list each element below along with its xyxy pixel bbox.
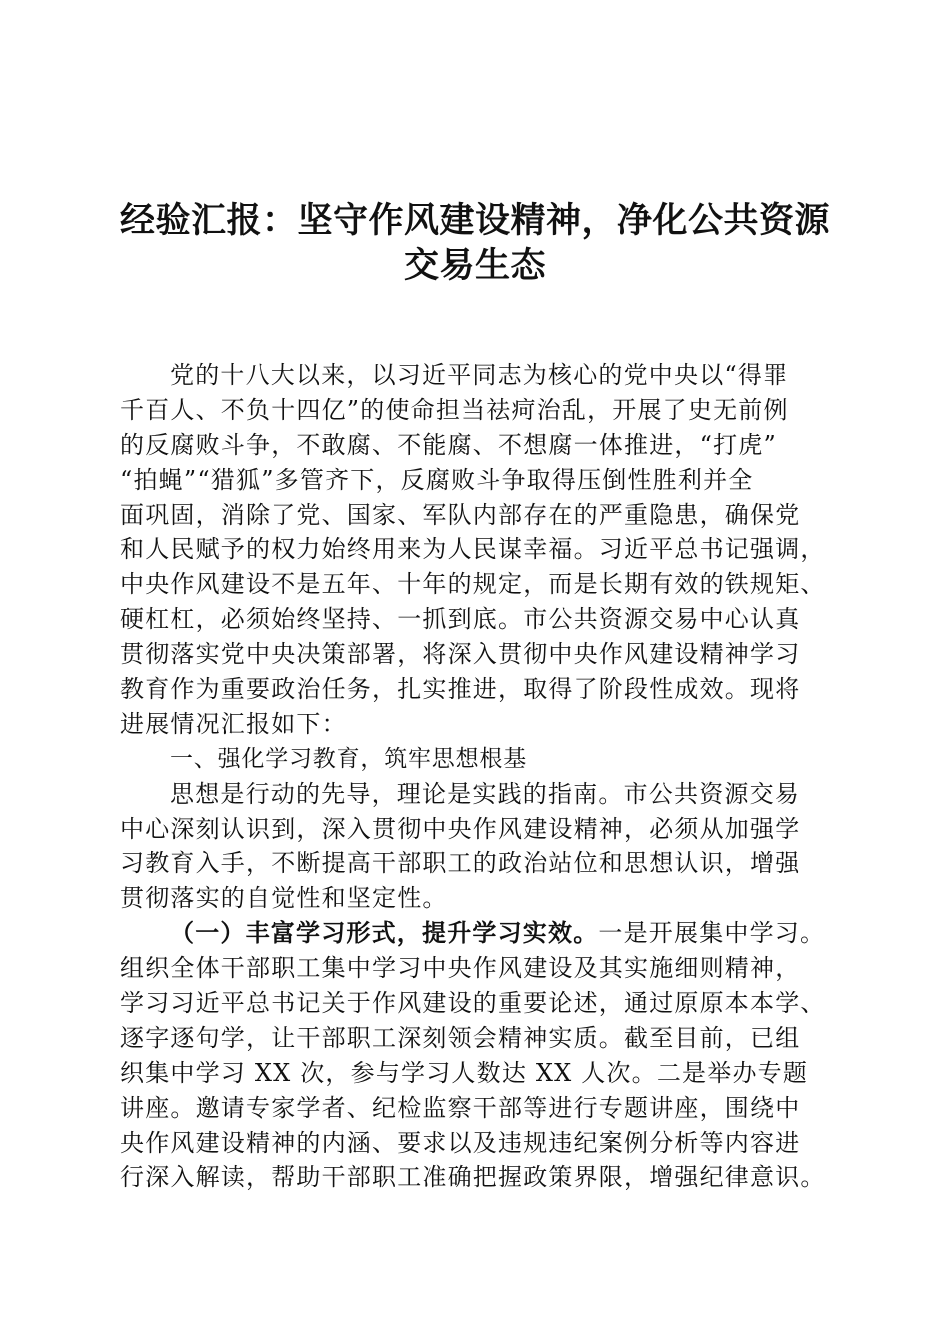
body-line: 习教育入手，不断提高干部职工的政治站位和思想认识，增强 — [120, 849, 801, 878]
section-heading: 一、强化学习教育，筑牢思想根基 — [170, 745, 527, 772]
subsection-first-line — [120, 916, 836, 951]
subsection-heading: （一）丰富学习形式，提升学习实效。 — [170, 918, 599, 948]
body-line: 党的十八大以来，以习近平同志为核心的党中央以“得罪 — [170, 361, 789, 389]
body-line: 行深入解读，帮助干部职工准确把握政策界限，增强纪律意识。 — [120, 1163, 826, 1192]
subsection-first-text: 一是开展集中学习。 — [598, 919, 826, 948]
body-line: 贯彻落实的自觉性和坚定性。 — [120, 884, 448, 913]
document-body — [120, 358, 836, 1195]
body-line: 央作风建设精神的内涵、要求以及违规违纪案例分析等内容进 — [120, 1128, 801, 1157]
body-line: 逐字逐句学，让干部职工深刻领会精神实质。截至目前，已组 — [120, 1023, 801, 1052]
document-title-line-2: 交易生态 — [403, 246, 546, 286]
body-line: 面巩固，消除了党、国家、军队内部存在的严重隐患，确保党 — [120, 500, 801, 529]
body-line: 织集中学习 XX 次，参与学习人数达 XX 人次。二是举办专题 — [120, 1058, 809, 1087]
body-line: 贯彻落实党中央决策部署，将深入贯彻中央作风建设精神学习 — [120, 640, 801, 669]
body-line: 进展情况汇报如下： — [120, 709, 347, 738]
document-title-line-1: 经验汇报：坚守作风建设精神，净化公共资源 — [119, 201, 830, 241]
body-line: 和人民赋予的权力始终用来为人民谋幸福。习近平总书记强调， — [120, 535, 826, 564]
body-line: 千百人、不负十四亿”的使命担当祛疴治乱，开展了史无前例 — [120, 395, 789, 424]
body-line: “拍蝇”“猎狐”多管齐下，反腐败斗争取得压倒性胜利并全 — [120, 465, 754, 494]
body-line: 讲座。邀请专家学者、纪检监察干部等进行专题讲座，围绕中 — [120, 1093, 801, 1122]
body-line: 教育作为重要政治任务，扎实推进，取得了阶段性成效。现将 — [120, 675, 801, 704]
body-line: 的反腐败斗争，不敢腐、不能腐、不想腐一体推进，“打虎” — [120, 430, 777, 459]
body-line: 硬杠杠，必须始终坚持、一抓到底。市公共资源交易中心认真 — [120, 605, 801, 634]
body-line: 思想是行动的先导，理论是实践的指南。市公共资源交易 — [170, 779, 800, 808]
body-line: 学习习近平总书记关于作风建设的重要论述，通过原原本本学、 — [120, 989, 826, 1018]
body-line: 中心深刻认识到，深入贯彻中央作风建设精神，必须从加强学 — [120, 814, 801, 843]
body-line: 中央作风建设不是五年、十年的规定，而是长期有效的铁规矩、 — [120, 570, 826, 599]
body-line: 组织全体干部职工集中学习中央作风建设及其实施细则精神， — [120, 954, 801, 983]
